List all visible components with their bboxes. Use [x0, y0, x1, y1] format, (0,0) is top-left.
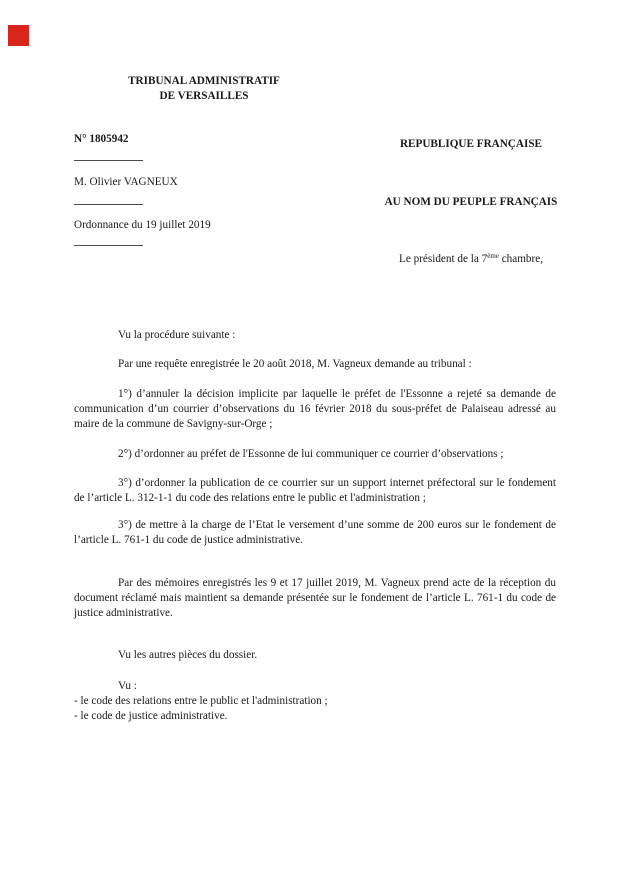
paragraph-request-intro: Par une requête enregistrée le 20 août 2018, M. Vagneux demande au tribunal :: [118, 358, 472, 370]
president-line: [355, 252, 587, 267]
divider: [74, 160, 143, 161]
divider: [74, 204, 143, 205]
red-corner-marker: [8, 25, 29, 46]
paragraph-claim-3b: 3°) de mettre à la charge de l’Etat le versement d’une somme de 200 euros sur le fondement de l’article L. 761-1 du code de justice administrative.: [74, 519, 556, 546]
divider: [74, 245, 143, 246]
applicant-name: M. Olivier VAGNEUX: [74, 176, 178, 188]
paragraph-vu-heading: Vu :: [118, 680, 137, 692]
paragraph-procedure-heading: Vu la procédure suivante :: [118, 329, 236, 341]
order-date: Ordonnance du 19 juillet 2019: [74, 219, 211, 231]
president-line-prefix: Le président de la 7: [398, 253, 488, 265]
republic-title: REPUBLIQUE FRANÇAISE: [399, 138, 543, 150]
president-line-superscript: ème: [487, 252, 499, 260]
paragraph-claim-2: 2°) d’ordonner au préfet de l'Essonne de lui communiquer ce courrier d’observations ;: [118, 448, 504, 460]
president-line-suffix: chambre,: [498, 253, 543, 265]
court-name-line2: DE VERSAILLES: [159, 90, 249, 102]
paragraph-claim-1: 1°) d’annuler la décision implicite par laquelle le préfet de l'Essonne a rejeté sa demande de communication d’un courrier d’observations du 16 février 2018 du sous-préfet de Palaiseau adressé au maire de la commune de Savigny-sur-Orge ;: [74, 388, 556, 430]
paragraph-memoires: Par des mémoires enregistrés les 9 et 17 juillet 2019, M. Vagneux prend acte de la réception du document réclamé mais maintient sa demande présentée sur le fondement de l’article L. 761-1 du code de justice administrative.: [74, 577, 556, 619]
court-name-line1: TRIBUNAL ADMINISTRATIF: [128, 75, 280, 87]
paragraph-other-documents: Vu les autres pièces du dossier.: [118, 649, 258, 661]
case-number: N° 1805942: [74, 133, 129, 145]
paragraph-code-justice: - le code de justice administrative.: [74, 710, 228, 722]
court-name: [75, 74, 333, 104]
paragraph-code-relations: - le code des relations entre le public et l'administration ;: [74, 695, 328, 707]
people-title: AU NOM DU PEUPLE FRANÇAIS: [384, 196, 558, 208]
paragraph-claim-3a: 3°) d’ordonner la publication de ce courrier sur un support internet préfectoral sur le fondement de l’article L. 312-1-1 du code des relations entre le public et l'administration ;: [74, 477, 556, 504]
